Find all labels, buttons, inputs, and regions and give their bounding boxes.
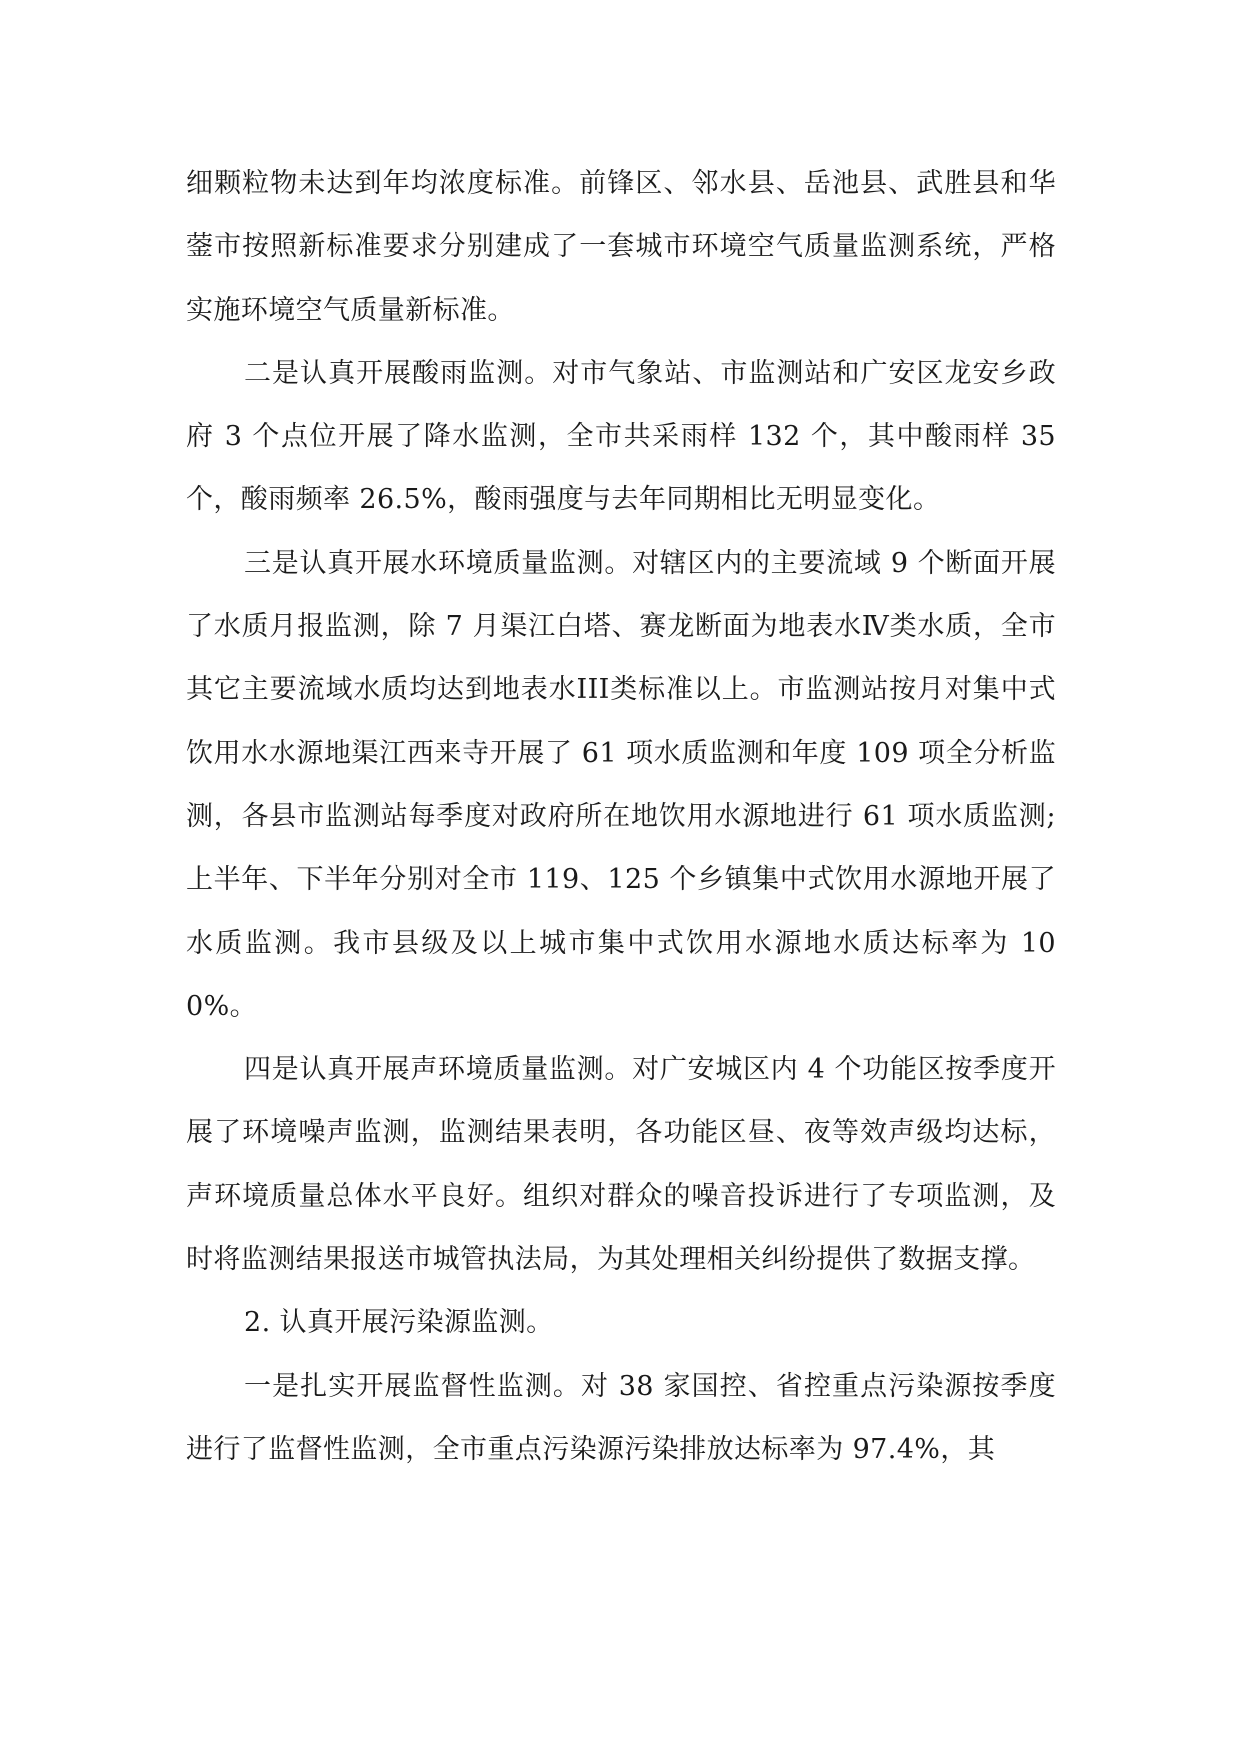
paragraph-water-quality: 三是认真开展水环境质量监测。对辖区内的主要流域 9 个断面开展了水质月报监测，除 7 月渠江白塔、赛龙断面为地表水Ⅳ类水质，全市其它主要流域水质均达到地表水III类标准以上。市监测站按月对集中式饮用水水源地渠江西来寺开展了 61 项水质监测和年度 109 项全分析监测，各县市监测站每季度对政府所在地饮用水源地进行 61 项水质监测;上半年、下半年分别对全市 119、125 个乡镇集中式饮用水源地开展了水质监测。我市县级及以上城市集中式饮用水源地水质达标率为 100%。 bbox=[186, 547, 1056, 1022]
section-heading-pollution-source: 2. 认真开展污染源监测。 bbox=[244, 1307, 554, 1339]
paragraph-noise: 四是认真开展声环境质量监测。对广安城区内 4 个功能区按季度开展了环境噪声监测，监测结果表明，各功能区昼、夜等效声级均达标，声环境质量总体水平良好。组织对群众的噪音投诉进行了专项监测，及时将监测结果报送市城管执法局，为其处理相关纠纷提供了数据支撑。 bbox=[186, 1054, 1056, 1276]
document-body bbox=[186, 152, 1056, 1481]
paragraph-acid-rain: 二是认真开展酸雨监测。对市气象站、市监测站和广安区龙安乡政府 3 个点位开展了降水监测，全市共采雨样 132 个，其中酸雨样 35 个，酸雨频率 26.5%，酸雨强度与去年同期相比无明显变化。 bbox=[186, 357, 1056, 516]
paragraph-1: 细颗粒物未达到年均浓度标准。前锋区、邻水县、岳池县、武胜县和华蓥市按照新标准要求分别建成了一套城市环境空气质量监测系统，严格实施环境空气质量新标准。 bbox=[186, 168, 1056, 326]
paragraph-supervisory-monitoring: 一是扎实开展监督性监测。对 38 家国控、省控重点污染源按季度进行了监督性监测，全市重点污染源污染排放达标率为 97.4%，其 bbox=[186, 1370, 1056, 1465]
